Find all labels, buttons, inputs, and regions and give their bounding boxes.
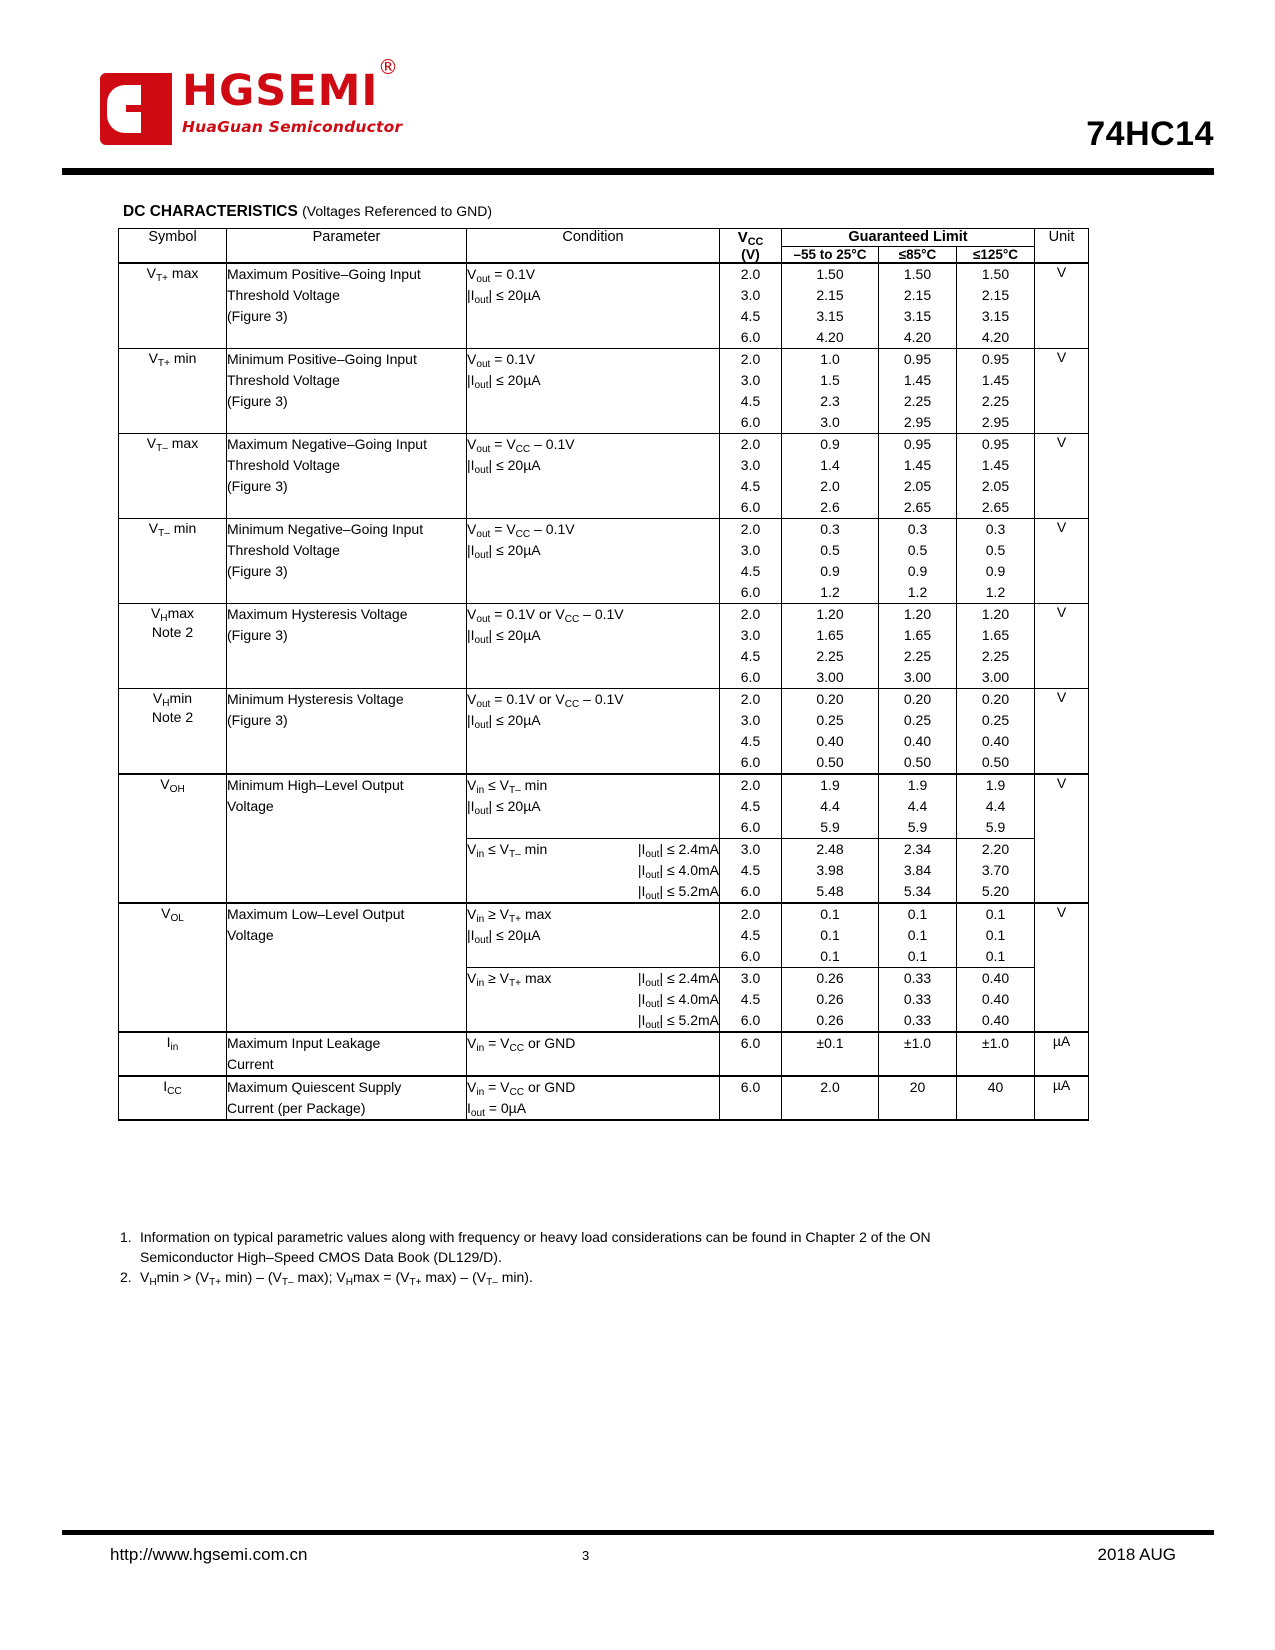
- page-title: [123, 203, 492, 221]
- cell-limit-1: 0.95 1.45 2.05 2.65: [879, 434, 957, 519]
- cell-condition: $V_{out} = 0.1V$ or $V_{CC} - 0.1V$ $|I_{out}| \le 20\mu A$: [467, 604, 720, 689]
- cell-limit-2: 1.9 4.4 5.9: [957, 774, 1035, 839]
- cell-limit-0: 1.0 1.5 2.3 3.0: [782, 349, 879, 434]
- page-number: 3: [582, 1548, 590, 1563]
- cell-symbol: $V_{OL}$: [119, 903, 227, 1032]
- section-title-note: (Voltages Referenced to GND): [302, 203, 492, 219]
- table-row: [119, 604, 1089, 689]
- cell-parameter: Minimum Positive–Going Input Threshold Voltage (Figure 3): [227, 349, 467, 434]
- footnote-2-number: 2.: [120, 1269, 132, 1285]
- cell-limit-0: 2.0: [782, 1076, 879, 1120]
- cell-unit: V: [1035, 774, 1089, 903]
- cell-limit-1: 0.3 0.5 0.9 1.2: [879, 519, 957, 604]
- cell-condition: $V_{out} = V_{CC} - 0.1V$ $|I_{out}| \le 20\mu A$: [467, 434, 720, 519]
- th-limit-col-1: ≤85°C: [879, 246, 957, 263]
- cell-unit: V: [1035, 349, 1089, 434]
- cell-unit: V: [1035, 434, 1089, 519]
- header-divider: [62, 168, 1214, 175]
- cell-vcc: 6.0: [720, 1032, 782, 1076]
- cell-unit: µA: [1035, 1076, 1089, 1120]
- cell-unit: V: [1035, 519, 1089, 604]
- th-limit-col-2: ≤125°C: [957, 246, 1035, 263]
- cell-vcc: 2.0 3.0 4.5 6.0: [720, 349, 782, 434]
- cell-limit-2: 0.3 0.5 0.9 1.2: [957, 519, 1035, 604]
- cell-limit-1: 1.20 1.65 2.25 3.00: [879, 604, 957, 689]
- footnote-1-line1: Information on typical parametric values along with frequency or heavy load considerations can be found in Chapter 2 of the ON: [140, 1229, 931, 1245]
- cell-condition: $V_{out} = 0.1V$ or $V_{CC} - 0.1V$ $|I_{out}| \le 20\mu A$: [467, 689, 720, 775]
- cell-limit-0: 0.3 0.5 0.9 1.2: [782, 519, 879, 604]
- table-row: [119, 349, 1089, 434]
- cell-vcc: 2.0 3.0 4.5 6.0: [720, 519, 782, 604]
- cell-parameter: Minimum High–Level Output Voltage: [227, 774, 467, 903]
- cell-limit-2: 1.20 1.65 2.25 3.00: [957, 604, 1035, 689]
- cell-limit-0: ±0.1: [782, 1032, 879, 1076]
- table-header-row-1: [119, 229, 1089, 247]
- cell-symbol: $I_{in}$: [119, 1032, 227, 1076]
- cell-vcc: 3.0 4.5 6.0: [720, 839, 782, 904]
- cell-vcc: 2.0 4.5 6.0: [720, 903, 782, 968]
- cell-limit-2: 0.40 0.40 0.40: [957, 968, 1035, 1033]
- cell-condition: $V_{in} \le V_{T-}$ min $|I_{out}| \le 2.4mA$ $|I_{out}| \le 4.0mA$ $|I_{out}| \le 5.2mA$: [467, 839, 720, 904]
- cell-symbol: $I_{CC}$: [119, 1076, 227, 1120]
- table-row: [119, 519, 1089, 604]
- cell-symbol: $V_{OH}$: [119, 774, 227, 903]
- logo-company-subtitle: HuaGuan Semiconductor: [182, 118, 403, 136]
- dc-characteristics-table: [118, 228, 1088, 1121]
- cell-limit-0: 1.50 2.15 3.15 4.20: [782, 263, 879, 349]
- part-number: 74HC14: [1086, 115, 1214, 153]
- cell-condition: $V_{in} = V_{CC}$ or GND $I_{out} = 0\mu A$: [467, 1076, 720, 1120]
- footnotes: [120, 1228, 1180, 1289]
- cell-condition: $V_{out} = V_{CC} - 0.1V$ $|I_{out}| \le 20\mu A$: [467, 519, 720, 604]
- cell-vcc: 2.0 3.0 4.5 6.0: [720, 689, 782, 775]
- table-row: [119, 774, 1089, 839]
- th-parameter: Parameter: [227, 229, 467, 264]
- cell-symbol: $V_H\min$ Note 2: [119, 689, 227, 775]
- cell-condition: $V_{out} = 0.1V$ $|I_{out}| \le 20\mu A$: [467, 349, 720, 434]
- cell-condition: $V_{in} \le V_{T-}$ min $|I_{out}| \le 20\mu A$: [467, 774, 720, 839]
- cell-limit-0: 1.20 1.65 2.25 3.00: [782, 604, 879, 689]
- table-body: [119, 263, 1089, 1120]
- footnote-1-line2: Semiconductor High–Speed CMOS Data Book (DL129/D).: [140, 1248, 502, 1265]
- cell-vcc: 2.0 3.0 4.5 6.0: [720, 604, 782, 689]
- cell-parameter: Maximum Hysteresis Voltage (Figure 3): [227, 604, 467, 689]
- logo-company-name: HGSEMI: [182, 66, 379, 116]
- registered-trademark-icon: ®: [378, 55, 398, 79]
- cell-limit-2: 1.50 2.15 3.15 4.20: [957, 263, 1035, 349]
- cell-symbol: $V_{T+}$ min: [119, 349, 227, 434]
- table-row: [119, 1032, 1089, 1076]
- cell-vcc: 6.0: [720, 1076, 782, 1120]
- footnote-2-text: $V_H\min > (V_{T+}$ $\min) - (V_{T-}$ max); $V_H\max = (V_{T+}$ $\max) - (V_{T-}$ min).: [140, 1269, 533, 1288]
- cell-limit-2: 0.20 0.25 0.40 0.50: [957, 689, 1035, 775]
- page-header: [62, 55, 1214, 170]
- th-unit: Unit: [1035, 229, 1089, 264]
- cell-limit-1: ±1.0: [879, 1032, 957, 1076]
- cell-vcc: 3.0 4.5 6.0: [720, 968, 782, 1033]
- cell-limit-2: 2.20 3.70 5.20: [957, 839, 1035, 904]
- cell-limit-1: 0.20 0.25 0.40 0.50: [879, 689, 957, 775]
- cell-limit-2: 0.1 0.1 0.1: [957, 903, 1035, 968]
- th-symbol: Symbol: [119, 229, 227, 264]
- hgsemi-logo-icon: [100, 73, 172, 145]
- cell-condition: $V_{in} \ge V_{T+}$ max $|I_{out}| \le 20\mu A$: [467, 903, 720, 968]
- cell-limit-1: 0.95 1.45 2.25 2.95: [879, 349, 957, 434]
- table-row: [119, 1076, 1089, 1120]
- table-row: [119, 434, 1089, 519]
- table-row: [119, 263, 1089, 349]
- th-vcc: $V_{CC}$ (V): [720, 229, 782, 264]
- th-limit-col-0: –55 to 25°C: [782, 246, 879, 263]
- cell-limit-0: 0.26 0.26 0.26: [782, 968, 879, 1033]
- footnote-1-number: 1.: [120, 1229, 132, 1245]
- table-row: [119, 689, 1089, 775]
- table-row: [119, 903, 1089, 968]
- cell-vcc: 2.0 3.0 4.5 6.0: [720, 434, 782, 519]
- cell-limit-1: 1.9 4.4 5.9: [879, 774, 957, 839]
- cell-condition: $V_{out} = 0.1V$ $|I_{out}| \le 20\mu A$: [467, 263, 720, 349]
- cell-parameter: Maximum Positive–Going Input Threshold Voltage (Figure 3): [227, 263, 467, 349]
- th-guaranteed-limit: Guaranteed Limit: [782, 229, 1035, 247]
- cell-parameter: Minimum Hysteresis Voltage (Figure 3): [227, 689, 467, 775]
- cell-limit-1: 1.50 2.15 3.15 4.20: [879, 263, 957, 349]
- cell-limit-0: 0.1 0.1 0.1: [782, 903, 879, 968]
- cell-unit: V: [1035, 263, 1089, 349]
- cell-unit: V: [1035, 604, 1089, 689]
- th-condition: Condition: [467, 229, 720, 264]
- footer-divider: [62, 1530, 1214, 1535]
- cell-limit-2: ±1.0: [957, 1032, 1035, 1076]
- cell-unit: V: [1035, 903, 1089, 1032]
- cell-limit-1: 0.33 0.33 0.33: [879, 968, 957, 1033]
- cell-unit: µA: [1035, 1032, 1089, 1076]
- footer-date: 2018 AUG: [1097, 1545, 1176, 1564]
- cell-limit-1: 2.34 3.84 5.34: [879, 839, 957, 904]
- cell-parameter: Maximum Quiescent Supply Current (per Package): [227, 1076, 467, 1120]
- cell-parameter: Maximum Negative–Going Input Threshold Voltage (Figure 3): [227, 434, 467, 519]
- cell-limit-0: 0.20 0.25 0.40 0.50: [782, 689, 879, 775]
- section-title-text: DC CHARACTERISTICS: [123, 203, 298, 220]
- cell-symbol: $V_{T-}$ max: [119, 434, 227, 519]
- cell-limit-2: 0.95 1.45 2.25 2.95: [957, 349, 1035, 434]
- cell-limit-0: 0.9 1.4 2.0 2.6: [782, 434, 879, 519]
- footnote-1: [120, 1228, 1180, 1267]
- cell-limit-2: 0.95 1.45 2.05 2.65: [957, 434, 1035, 519]
- cell-condition: $V_{in} \ge V_{T+}$ max $|I_{out}| \le 2.4mA$ $|I_{out}| \le 4.0mA$ $|I_{out}| \le 5.2mA$: [467, 968, 720, 1033]
- cell-parameter: Minimum Negative–Going Input Threshold Voltage (Figure 3): [227, 519, 467, 604]
- cell-limit-0: 1.9 4.4 5.9: [782, 774, 879, 839]
- cell-parameter: Maximum Low–Level Output Voltage: [227, 903, 467, 1032]
- cell-limit-1: 20: [879, 1076, 957, 1120]
- footnote-2: [120, 1268, 1180, 1288]
- company-logo: [100, 55, 403, 145]
- cell-unit: V: [1035, 689, 1089, 775]
- cell-limit-1: 0.1 0.1 0.1: [879, 903, 957, 968]
- cell-symbol: $V_{T-}$ min: [119, 519, 227, 604]
- cell-condition: $V_{in} = V_{CC}$ or GND: [467, 1032, 720, 1076]
- cell-vcc: 2.0 3.0 4.5 6.0: [720, 263, 782, 349]
- cell-symbol: $V_{T+}$ max: [119, 263, 227, 349]
- cell-symbol: $V_H\max$ Note 2: [119, 604, 227, 689]
- cell-limit-0: 2.48 3.98 5.48: [782, 839, 879, 904]
- footer-url[interactable]: http://www.hgsemi.com.cn: [110, 1545, 308, 1564]
- cell-limit-2: 40: [957, 1076, 1035, 1120]
- logo-text-block: [182, 55, 403, 136]
- cell-vcc: 2.0 4.5 6.0: [720, 774, 782, 839]
- cell-parameter: Maximum Input Leakage Current: [227, 1032, 467, 1076]
